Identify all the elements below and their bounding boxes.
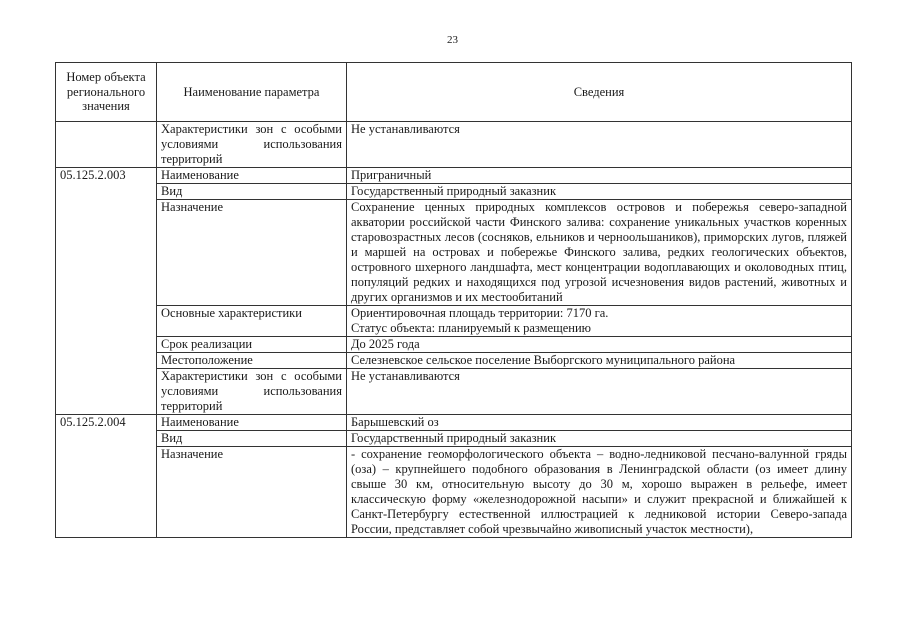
table-body: [56, 122, 852, 538]
table-row: [56, 415, 852, 431]
details-line: Государственный природный заказник: [351, 431, 557, 445]
details-cell: [347, 306, 852, 337]
table-row: [56, 353, 852, 369]
parameter-name-cell: Назначение: [157, 447, 347, 538]
table-row: [56, 369, 852, 415]
details-cell: [347, 369, 852, 415]
parameter-name-cell: Срок реализации: [157, 337, 347, 353]
parameter-name-cell: Местоположение: [157, 353, 347, 369]
table-row: [56, 122, 852, 168]
details-line: До 2025 года: [351, 337, 420, 351]
details-cell: [347, 200, 852, 306]
details-line: Сохранение ценных природных комплексов островов и побережья северо-западной акватории российской части Финского залива: сохранение уникальных участков коренных старовозрастных лесов (сосняков, ельников и черноольшаников), приморских лугов, пляжей и маршей на островах и побережье Финского залива, редких геологических объектов, островного шхерного ландшафта, мест концентрации водоплавающих и околоводных птиц, популяций редких и находящихся под угрозой исчезновения видов растений, животных и других организмов и их местообитаний: [351, 200, 847, 304]
details-cell: [347, 447, 852, 538]
parameter-name-cell: Характеристики зон с особыми условиями использования территорий: [157, 122, 347, 168]
details-line: Государственный природный заказник: [351, 184, 557, 198]
table-row: [56, 447, 852, 538]
details-cell: [347, 353, 852, 369]
parameter-name-cell: Вид: [157, 184, 347, 200]
details-cell: [347, 184, 852, 200]
details-line: Приграничный: [351, 168, 432, 182]
details-line: Барышевский оз: [351, 415, 439, 429]
page-number: 23: [447, 34, 458, 46]
regional-objects-table: [55, 62, 852, 538]
table-row: [56, 306, 852, 337]
object-number-cell: [56, 122, 157, 168]
object-number-cell: 05.125.2.003: [56, 168, 157, 415]
header-object-number: Номер объекта регионального значения: [56, 63, 157, 122]
table-row: [56, 431, 852, 447]
details-line: Не устанавливаются: [351, 369, 460, 383]
parameter-name-cell: Характеристики зон с особыми условиями использования территорий: [157, 369, 347, 415]
details-cell: [347, 337, 852, 353]
details-cell: [347, 168, 852, 184]
table-row: [56, 337, 852, 353]
table-header-row: [56, 63, 852, 122]
parameter-name-cell: Вид: [157, 431, 347, 447]
details-line: - сохранение геоморфологического объекта – водно-ледниковой песчано-валунной гряды (оза) – крупнейшего подобного образования в Ленинградской области (оз имеет длину свыше 30 км, относительную высоту до 30 м, хорошо выражен в рельефе, имеет классическую форму «железнодорожной насыпи» и служит прекрасной и ближайшей к Санкт-Петербургу естественной иллюстрацией к ледниковой истории Северо-запада России, представляет собой чрезвычайно живописный участок местности),: [351, 447, 847, 536]
table-row: [56, 200, 852, 306]
header-parameter-name: Наименование параметра: [157, 63, 347, 122]
parameter-name-cell: Наименование: [157, 168, 347, 184]
object-number-cell: 05.125.2.004: [56, 415, 157, 538]
parameter-name-cell: Назначение: [157, 200, 347, 306]
parameter-name-cell: Наименование: [157, 415, 347, 431]
details-cell: [347, 415, 852, 431]
details-line: Не устанавливаются: [351, 122, 460, 136]
table-row: [56, 168, 852, 184]
details-line: Ориентировочная площадь территории: 7170 га.: [351, 306, 609, 320]
details-line: Селезневское сельское поселение Выборгского муниципального района: [351, 353, 736, 367]
table-row: [56, 184, 852, 200]
details-cell: [347, 122, 852, 168]
details-line: Статус объекта: планируемый к размещению: [351, 321, 592, 335]
header-details: Сведения: [347, 63, 852, 122]
details-cell: [347, 431, 852, 447]
parameter-name-cell: Основные характеристики: [157, 306, 347, 337]
